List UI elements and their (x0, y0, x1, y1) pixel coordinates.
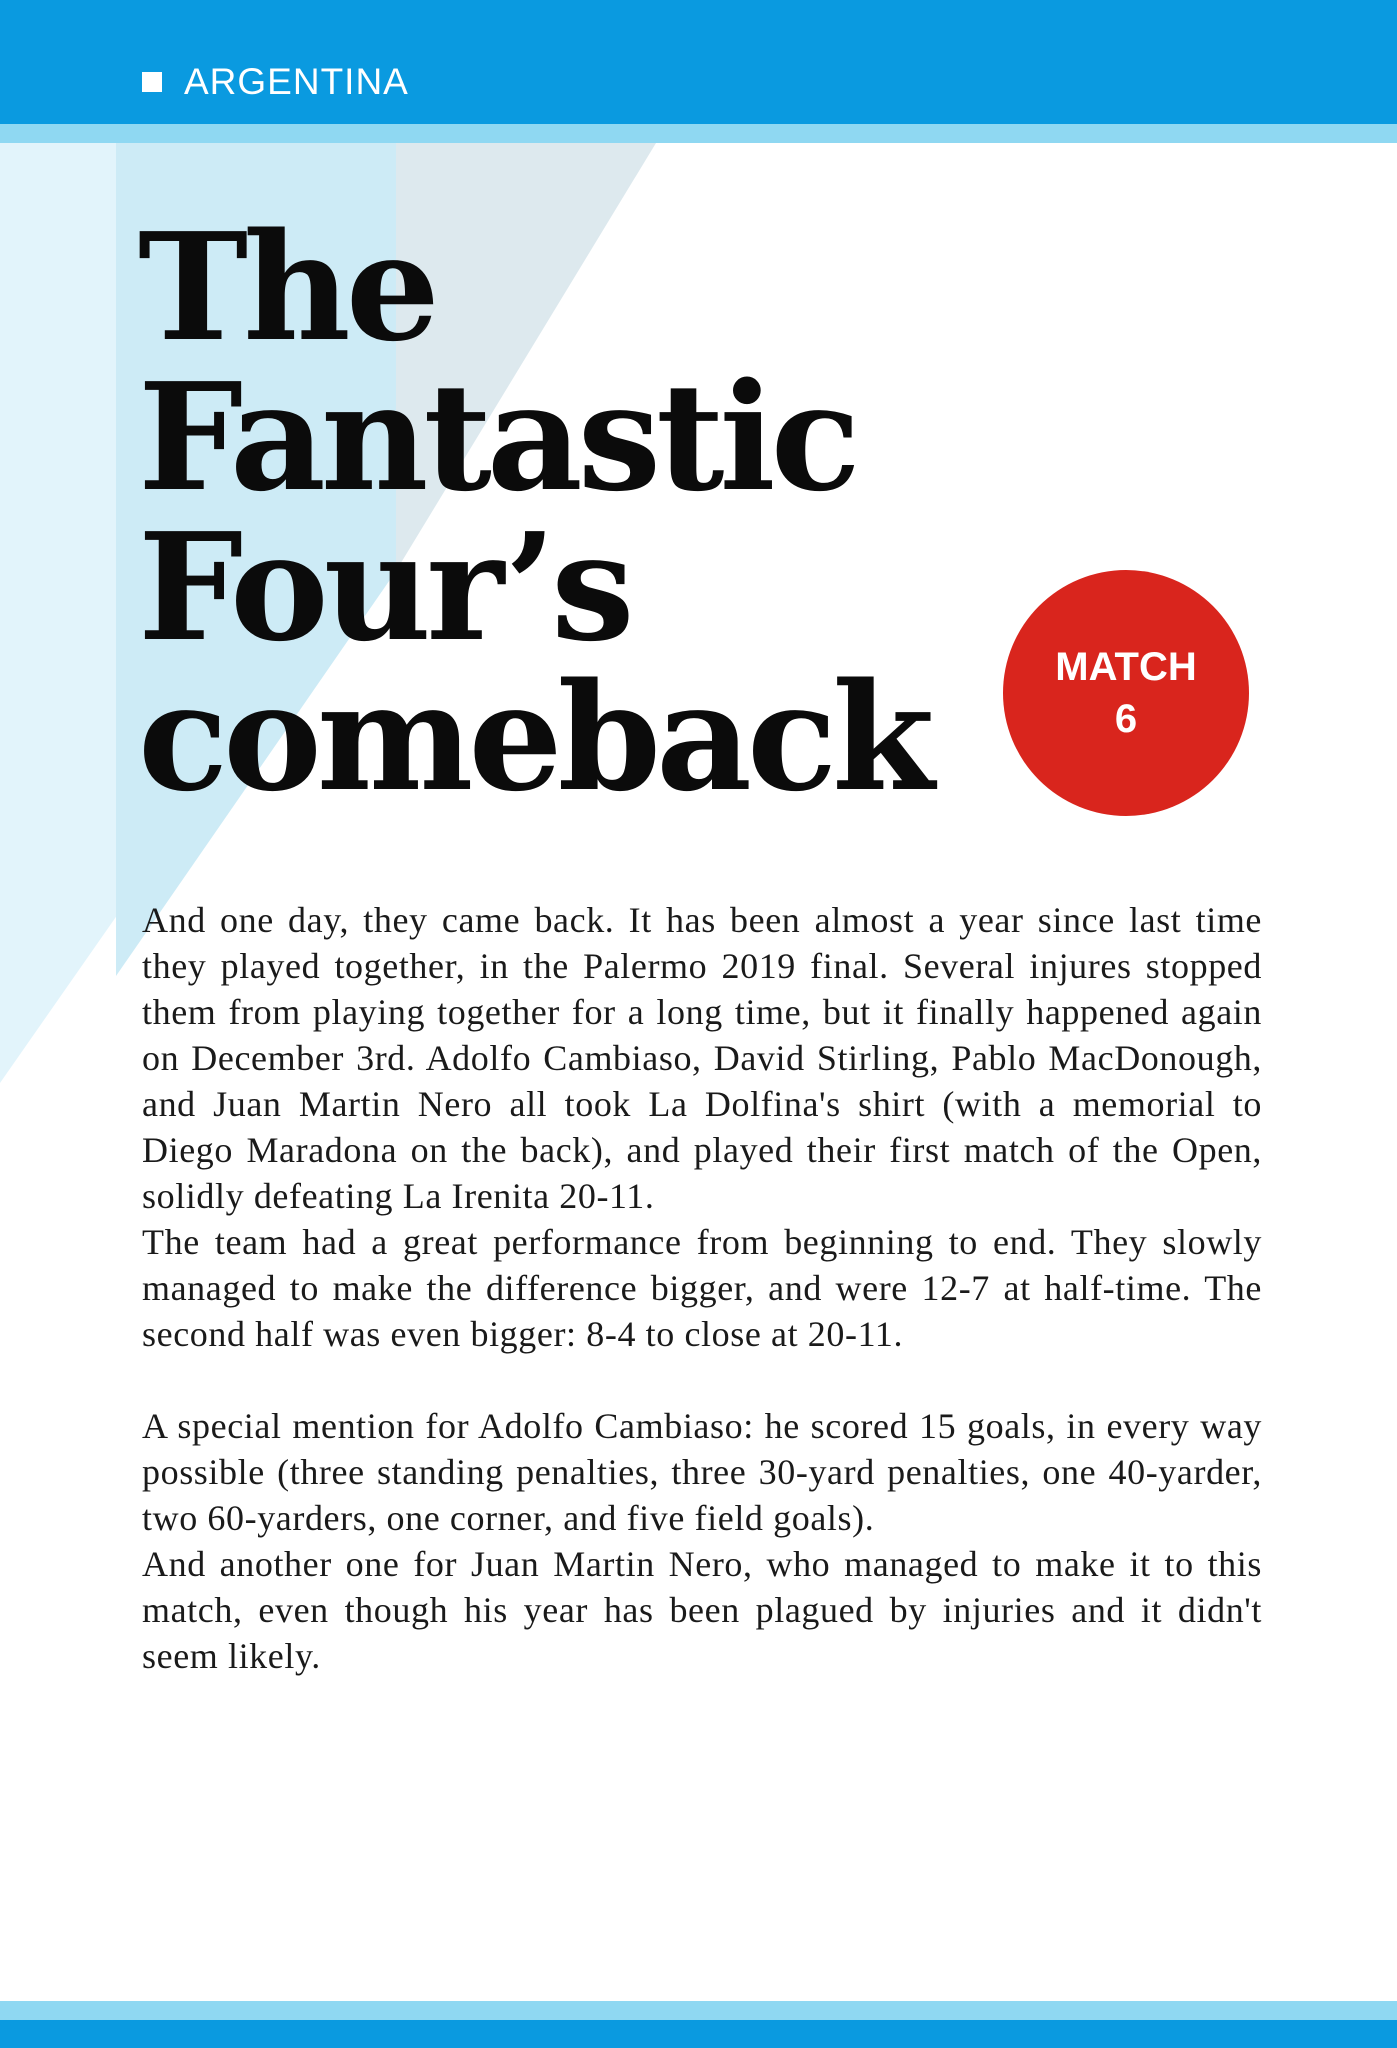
article-paragraph: And another one for Juan Martin Nero, who managed to make it to this match, even though his year has been plagued by injuries and it didn't seem likely. (142, 1544, 1262, 1676)
title-line: Four’s (138, 500, 630, 674)
match-badge-number: 6 (1114, 697, 1138, 741)
footer-stripe (0, 2001, 1397, 2020)
header-stripe (0, 124, 1397, 143)
match-badge (1003, 570, 1249, 816)
article-title (138, 200, 930, 824)
section-tag (142, 58, 409, 106)
article-paragraph: The team had a great performance from beginning to end. They slowly managed to make the difference bigger, and were 12-7 at half-time. The second half was even bigger: 8-4 to close at 20-11. (142, 1222, 1262, 1354)
article-paragraph: And one day, they came back. It has been almost a year since last time they played together, in the Palermo 2019 final. Several injures stopped them from playing together for a long time, but it finally happened again on December 3rd. Adolfo Cambiaso, David Stirling, Pablo MacDonough, and Juan Martin Nero all took La Dolfina's shirt (with a memorial to Diego Maradona on the back), and played their first match of the Open, solidly defeating La Irenita 20-11. (142, 900, 1262, 1216)
title-line: The (138, 200, 435, 374)
article-body (142, 897, 1262, 1679)
section-label: ARGENTINA (184, 61, 409, 102)
article-paragraph: A special mention for Adolfo Cambiaso: he scored 15 goals, in every way possible (three standing penalties, three 30-yard penalties, one 40-yarder, two 60-yarders, one corner, and five field goals). (142, 1406, 1262, 1538)
title-line: Fantastic (138, 350, 856, 524)
square-bullet-icon (142, 72, 162, 92)
footer-bar (0, 2020, 1397, 2048)
title-line: comeback (138, 650, 930, 824)
match-badge-label: MATCH (1055, 645, 1197, 689)
